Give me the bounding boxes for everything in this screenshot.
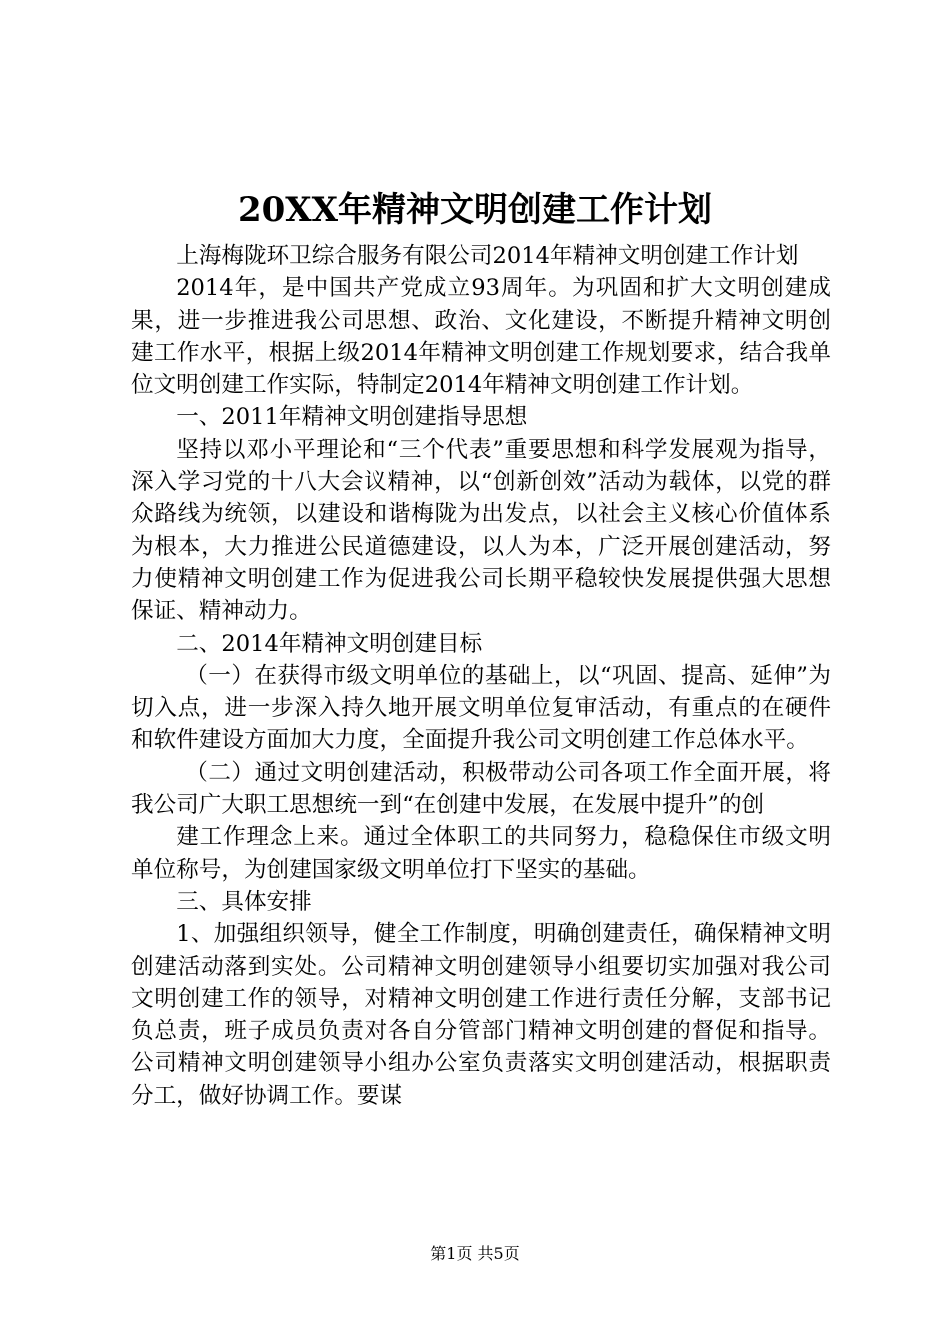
heading-guiding-thought: 一、2011年精神文明创建指导思想 [176,404,528,431]
paragraph-company-title: 上海梅陇环卫综合服务有限公司2014年精神文明创建工作计划 [176,243,799,269]
paragraph-goal-1: （一）在获得市级文明单位的基础上，以“巩固、提高、延伸”为切入点，进一步深入持久地开展文明单位复审活动，有重点的在硬件和软件建设方面加大力度，全面提升我公司文明创建工作总体水平。 [131,662,831,754]
paragraph-guiding-thought: 坚持以邓小平理论和“三个代表”重要思想和科学发展观为指导，深入学习党的十八大会议精神，以“创新创效”活动为载体，以党的群众路线为统领，以建设和谐梅陇为出发点，以社会主义核心价值体系为根本，大力推进公民道德建设，以人为本，广泛开展创建活动，努力使精神文明创建工作为促进我公司长期平稳较快发展提供强大思想保证、精神动力。 [131,436,831,625]
paragraph-intro: 2014年，是中国共产党成立93周年。为巩固和扩大文明创建成果，进一步推进我公司思想、政治、文化建设，不断提升精神文明创建工作水平，根据上级2014年精神文明创建工作规划要求，结合我单位文明创建工作实际，特制定2014年精神文明创建工作计划。 [131,275,831,399]
document-title: 20XX年精神文明创建工作计划 [237,190,713,230]
paragraph-arrangement-1: 1、加强组织领导，健全工作制度，明确创建责任，确保精神文明创建活动落到实处。公司精神文明创建领导小组要切实加强对我公司文明创建工作的领导，对精神文明创建工作进行责任分解，支部书记负总责，班子成员负责对各自分管部门精神文明创建的督促和指导。公司精神文明创建领导小组办公室负责落实文明创建活动，根据职责分工，做好协调工作。要谋 [131,921,831,1109]
page-number-footer: 第1页 共5页 [430,1244,520,1263]
heading-goals: 二、2014年精神文明创建目标 [176,630,483,657]
document-body [131,240,831,1112]
paragraph-goal-2: （二）通过文明创建活动，积极带动公司各项工作全面开展，将我公司广大职工思想统一到“在创建中发展，在发展中提升”的创 [131,759,831,819]
heading-arrangements: 三、具体安排 [176,888,312,915]
paragraph-goal-2-continued: 建工作理念上来。通过全体职工的共同努力，稳稳保住市级文明单位称号，为创建国家级文明单位打下坚实的基础。 [131,824,831,883]
